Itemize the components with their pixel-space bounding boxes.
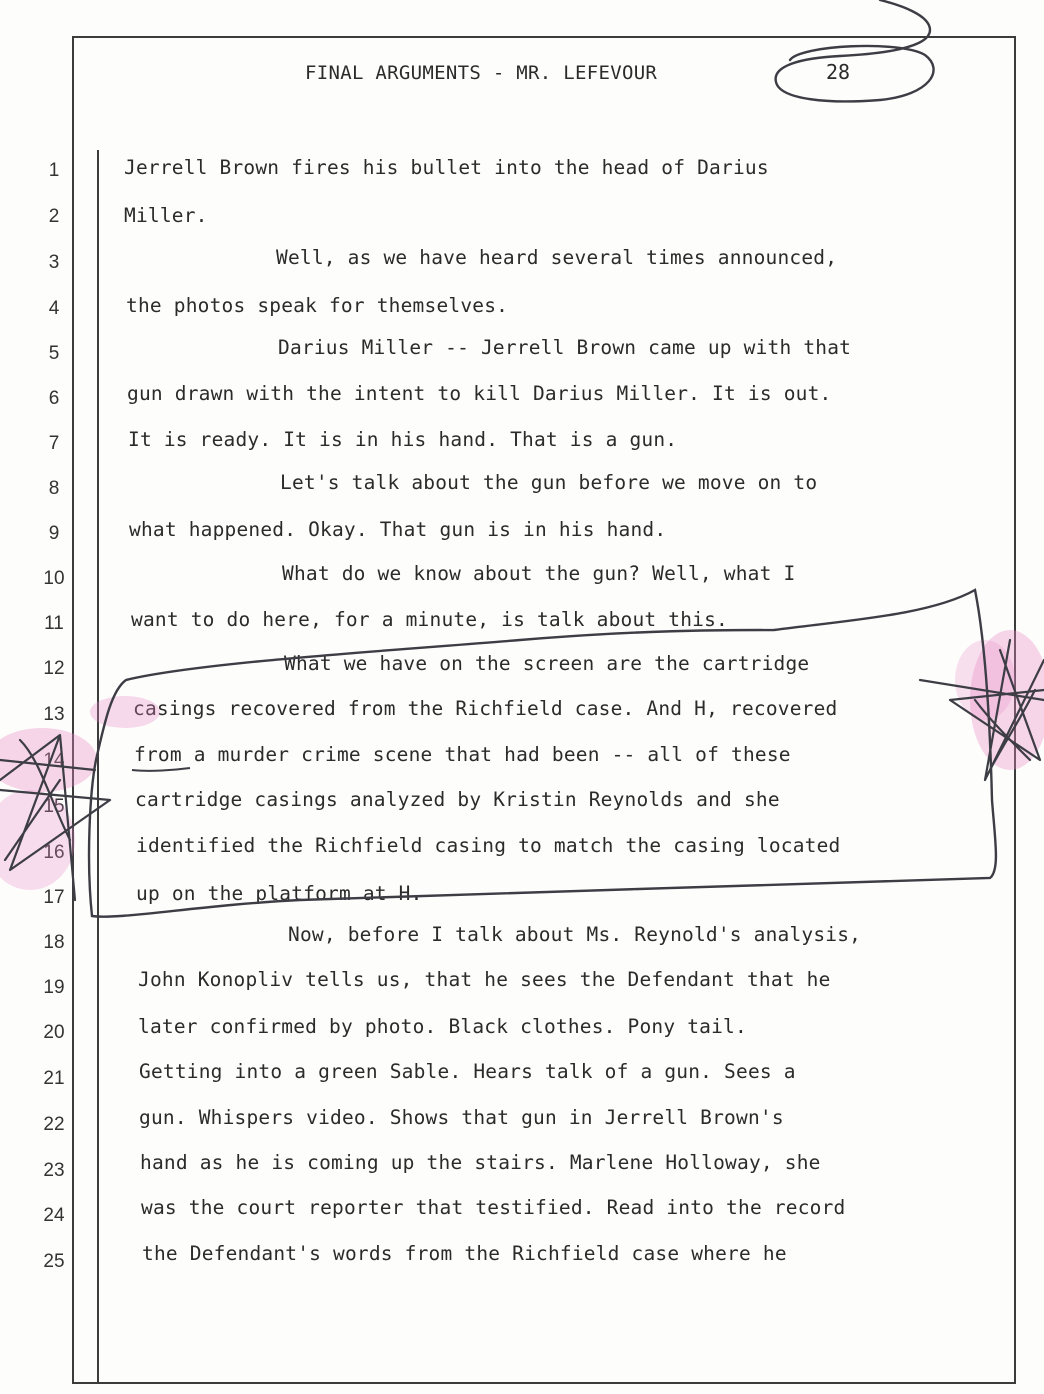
transcript-line: hand as he is coming up the stairs. Marlene Holloway, she [140, 1151, 821, 1174]
transcript-line: Let's talk about the gun before we move on to [280, 471, 818, 494]
line-number: 18 [43, 932, 65, 953]
line-number: 9 [48, 523, 60, 544]
line-number-divider [97, 150, 99, 1384]
line-number: 20 [43, 1022, 65, 1043]
transcript-line: want to do here, for a minute, is talk about this. [131, 608, 728, 631]
transcript-line: was the court reporter that testified. Read into the record [141, 1196, 846, 1219]
page-number: 28 [826, 60, 851, 84]
transcript-line: the photos speak for themselves. [126, 294, 509, 317]
transcript-line: What we have on the screen are the cartridge [284, 652, 810, 675]
transcript-line: Well, as we have heard several times announced, [276, 246, 838, 269]
transcript-line: Getting into a green Sable. Hears talk of a gun. Sees a [139, 1060, 796, 1083]
transcript-line: Miller. [124, 204, 208, 227]
transcript-line: Darius Miller -- Jerrell Brown came up with that [278, 336, 852, 359]
transcript-line: gun. Whispers video. Shows that gun in Jerrell Brown's [139, 1106, 784, 1129]
transcript-line: up on the platform at H. [136, 882, 423, 905]
line-number: 17 [43, 887, 65, 908]
transcript-line: What do we know about the gun? Well, what I [282, 562, 796, 585]
line-number: 19 [43, 977, 65, 998]
line-number: 23 [43, 1160, 65, 1181]
line-number: 21 [43, 1068, 65, 1089]
transcript-line: from a murder crime scene that had been -- all of these [134, 743, 791, 766]
line-number: 4 [48, 298, 60, 319]
line-number: 7 [48, 433, 60, 454]
transcript-line: identified the Richfield casing to match the casing located [136, 834, 841, 857]
transcript-line: It is ready. It is in his hand. That is a gun. [128, 428, 678, 451]
line-number: 13 [43, 704, 65, 725]
line-number: 5 [48, 343, 60, 364]
transcript-line: Jerrell Brown fires his bullet into the head of Darius [124, 156, 769, 179]
line-number: 12 [43, 658, 65, 679]
transcript-line: what happened. Okay. That gun is in his hand. [129, 518, 667, 541]
line-number: 14 [43, 750, 65, 771]
transcript-line: Now, before I talk about Ms. Reynold's analysis, [288, 923, 862, 946]
line-number: 16 [43, 842, 65, 863]
line-number: 3 [48, 252, 60, 273]
transcript-line: gun drawn with the intent to kill Darius Miller. It is out. [127, 382, 832, 405]
line-number: 8 [48, 478, 60, 499]
transcript-line: casings recovered from the Richfield case. And H, recovered [133, 697, 838, 720]
page-header-title: FINAL ARGUMENTS - MR. LEFEVOUR [305, 62, 658, 84]
transcript-line: John Konopliv tells us, that he sees the Defendant that he [138, 968, 831, 991]
line-number: 24 [43, 1205, 65, 1226]
transcript-line: later confirmed by photo. Black clothes. Pony tail. [138, 1015, 747, 1038]
line-number: 25 [43, 1251, 65, 1272]
line-number: 22 [43, 1114, 65, 1135]
line-number: 10 [43, 568, 65, 589]
line-number: 11 [44, 613, 64, 634]
line-number: 2 [48, 206, 60, 227]
line-number: 1 [48, 160, 60, 181]
transcript-line: cartridge casings analyzed by Kristin Reynolds and she [135, 788, 780, 811]
line-number: 6 [48, 388, 60, 409]
line-number: 15 [43, 796, 65, 817]
transcript-line: the Defendant's words from the Richfield case where he [142, 1242, 787, 1265]
